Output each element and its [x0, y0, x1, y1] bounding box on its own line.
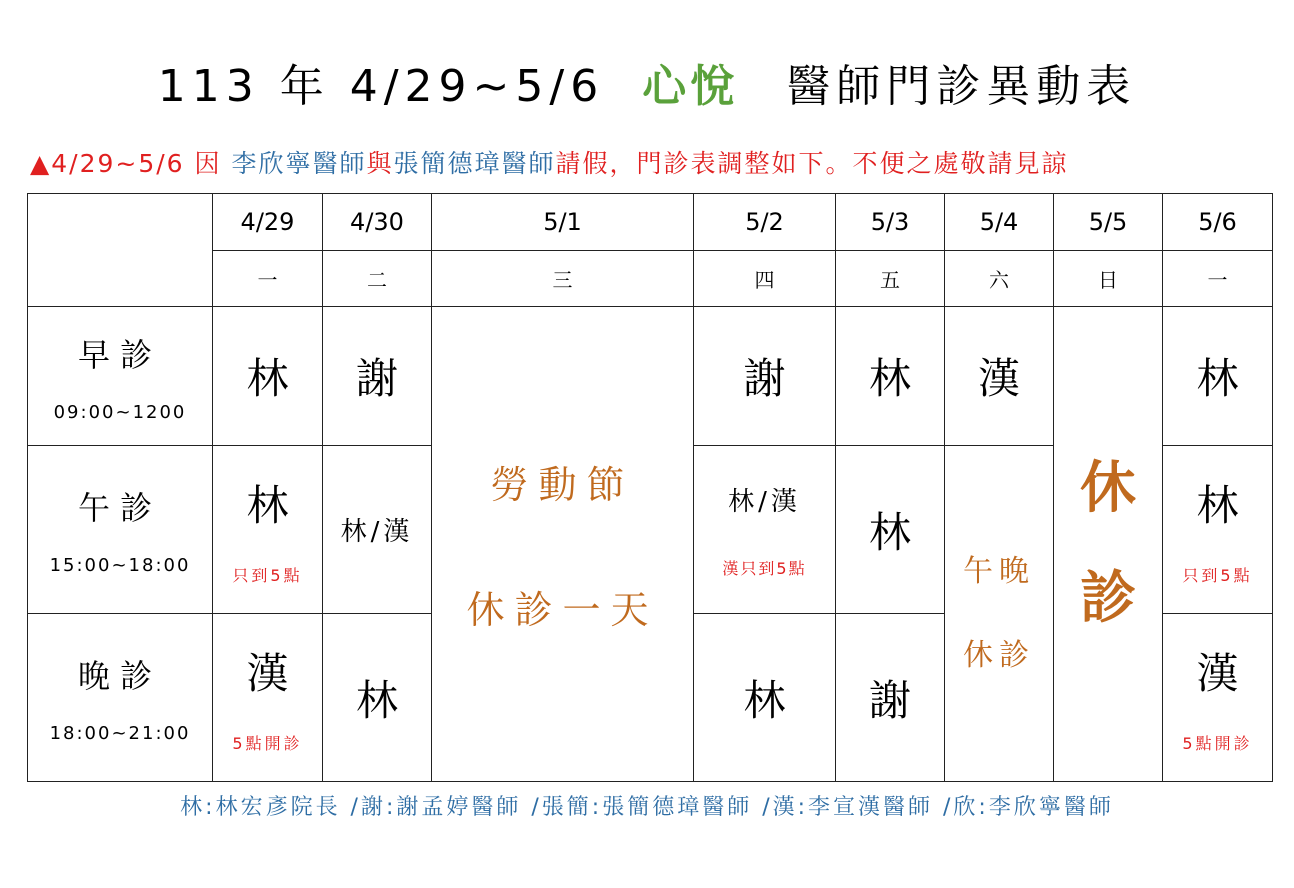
date-header: 5/2 — [694, 194, 836, 251]
doctor-code: 漢 — [1196, 649, 1239, 698]
weekday-header: 三 — [432, 251, 694, 307]
notice-text-2: 請假，門診表調整如下。不便之處敬請見諒 — [555, 149, 1069, 178]
date-header: 4/30 — [323, 194, 432, 251]
schedule-cell: 林 — [323, 614, 432, 782]
holiday-name: 勞動節 — [490, 463, 635, 507]
session-name: 午診 — [77, 489, 162, 527]
corner-cell — [28, 194, 213, 307]
schedule-cell: 謝 — [836, 614, 945, 782]
schedule-cell — [213, 614, 323, 782]
closed-line-2: 診 — [1080, 566, 1136, 631]
warning-triangle-icon: ▲ — [30, 149, 52, 178]
notice-doctor-1: 李欣寧醫師 — [231, 149, 367, 178]
holiday-closed-text: 休診一天 — [466, 588, 659, 632]
date-header: 5/1 — [432, 194, 694, 251]
title-suffix: 醫師門診異動表 — [786, 61, 1137, 112]
schedule-cell: 林 — [213, 307, 323, 446]
session-evening — [28, 614, 213, 782]
weekday-header: 一 — [213, 251, 323, 307]
date-header: 5/5 — [1054, 194, 1163, 251]
title-prefix: 113 年 4/29~5/6 — [157, 61, 605, 112]
schedule-table — [27, 193, 1273, 782]
doctor-code: 林 — [1196, 481, 1239, 530]
schedule-note: 5點開診 — [232, 734, 303, 753]
schedule-cell: 謝 — [323, 307, 432, 446]
schedule-cell — [694, 446, 836, 614]
session-time: 15:00~18:00 — [49, 555, 191, 576]
schedule-note: 漢只到5點 — [722, 558, 807, 578]
session-name: 早診 — [77, 335, 162, 374]
schedule-note: 只到5點 — [232, 566, 303, 585]
weekday-header: 二 — [323, 251, 432, 307]
schedule-cell: 漢 — [945, 307, 1054, 446]
session-name: 晚診 — [77, 657, 162, 695]
weekday-header: 四 — [694, 251, 836, 307]
session-time: 18:00~21:00 — [49, 723, 191, 744]
schedule-cell — [1163, 446, 1273, 614]
date-header: 5/3 — [836, 194, 945, 251]
notice-banner — [30, 142, 1270, 186]
schedule-cell: 林 — [1163, 307, 1273, 446]
closed-line-1: 休 — [1080, 456, 1136, 521]
schedule-note: 5點開診 — [1182, 734, 1253, 753]
session-morning — [28, 307, 213, 446]
doctor-code: 林/漢 — [728, 486, 801, 517]
pm-off-line-1: 午晚 — [963, 553, 1035, 589]
schedule-cell: 林 — [836, 446, 945, 614]
weekday-header: 五 — [836, 251, 945, 307]
schedule-cell — [1163, 614, 1273, 782]
page-title — [0, 52, 1294, 122]
date-header: 5/4 — [945, 194, 1054, 251]
schedule-cell — [213, 446, 323, 614]
date-header: 5/6 — [1163, 194, 1273, 251]
notice-and: 與 — [366, 149, 394, 178]
doctor-code: 林 — [246, 481, 289, 530]
schedule-note: 只到5點 — [1182, 566, 1253, 585]
weekday-header: 日 — [1054, 251, 1163, 307]
closed-day-cell — [1054, 307, 1163, 782]
doctor-code: 漢 — [246, 649, 289, 698]
clinic-name: 心悅 — [642, 61, 739, 112]
weekday-header: 六 — [945, 251, 1054, 307]
notice-text-1: 4/29~5/6 因 — [51, 149, 222, 178]
pm-off-line-2: 休診 — [963, 637, 1035, 673]
schedule-cell: 林 — [836, 307, 945, 446]
session-afternoon — [28, 446, 213, 614]
weekday-header: 一 — [1163, 251, 1273, 307]
date-header: 4/29 — [213, 194, 323, 251]
schedule-cell: 林 — [694, 614, 836, 782]
notice-doctor-2: 張簡德璋醫師 — [393, 149, 556, 178]
doctor-legend: 林:林宏彥院長 /謝:謝孟婷醫師 /張簡:張簡德璋醫師 /漢:李宣漢醫師 /欣:李欣寧醫師 — [180, 795, 1114, 820]
holiday-cell — [432, 307, 694, 782]
session-time: 09:00~1200 — [53, 401, 187, 423]
schedule-cell: 謝 — [694, 307, 836, 446]
afternoon-evening-closed-cell — [945, 446, 1054, 782]
schedule-cell: 林/漢 — [323, 446, 432, 614]
